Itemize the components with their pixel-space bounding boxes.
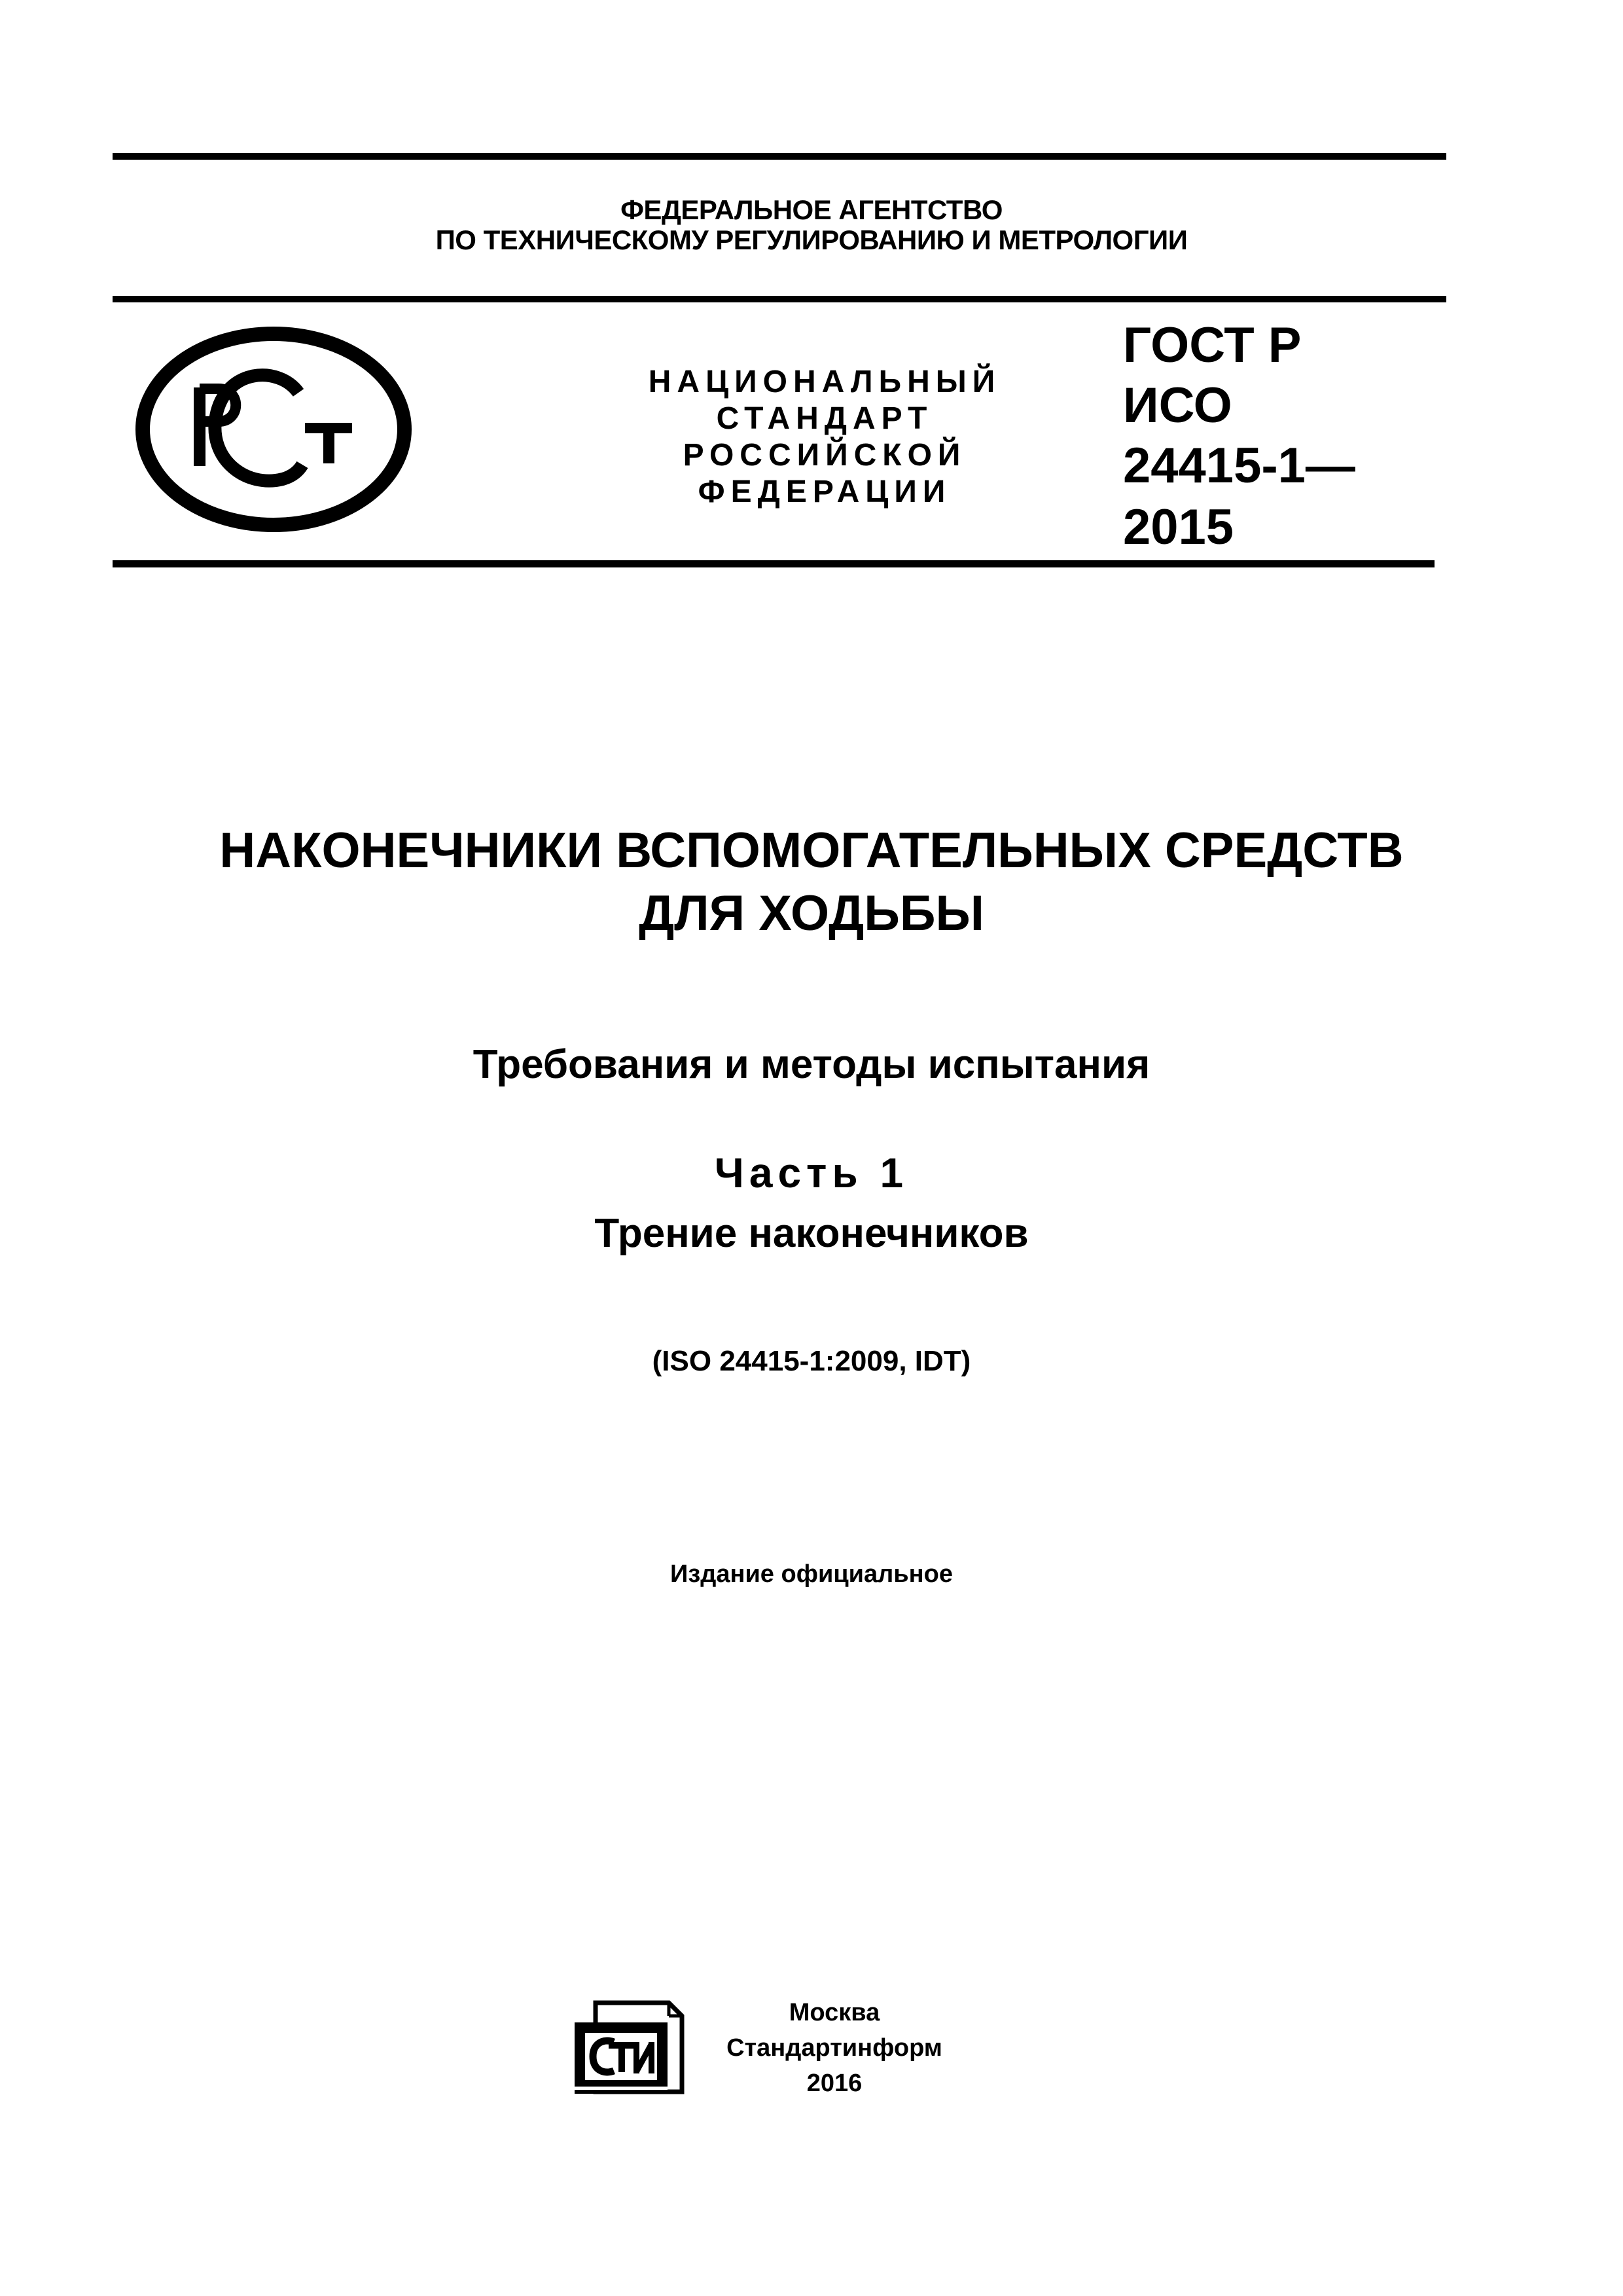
header-bottom-rule <box>113 560 1435 567</box>
iso-reference: (ISO 24415-1:2009, IDT) <box>652 1345 971 1377</box>
part-title: Трение наконечников <box>594 1211 1029 1256</box>
gost-mark-logo <box>134 325 414 534</box>
publisher-logo <box>571 1996 687 2098</box>
agency-name-line-2: ПО ТЕХНИЧЕСКОМУ РЕГУЛИРОВАНИЮ И МЕТРОЛОГИИ <box>435 224 1188 255</box>
edition-note: Издание официальное <box>670 1560 953 1588</box>
document-subtitle: Требования и методы испытания <box>473 1042 1150 1087</box>
agency-name-line-1: ФЕДЕРАЛЬНОЕ АГЕНТСТВО <box>620 194 1003 225</box>
designation-line-4: 2015 <box>1123 499 1234 555</box>
imprint-year: 2016 <box>806 2070 863 2097</box>
imprint-city: Москва <box>789 1999 880 2026</box>
designation-line-3: 24415-1— <box>1123 438 1355 493</box>
top-rule <box>113 153 1446 160</box>
standard-type-line-4: ФЕДЕРАЦИИ <box>698 475 952 509</box>
part-label: Часть 1 <box>714 1149 909 1196</box>
standard-type-line-2: СТАНДАРТ <box>716 401 933 436</box>
document-title-line-1: НАКОНЕЧНИКИ ВСПОМОГАТЕЛЬНЫХ СРЕДСТВ <box>219 823 1404 878</box>
standard-type-line-1: НАЦИОНАЛЬНЫЙ <box>648 365 1001 399</box>
header-rule <box>113 296 1446 302</box>
document-title-line-2: ДЛЯ ХОДЬБЫ <box>639 886 984 941</box>
standard-type-line-3: РОССИЙСКОЙ <box>683 438 967 473</box>
designation-line-1: ГОСТ Р <box>1123 317 1302 373</box>
imprint-publisher: Стандартинформ <box>726 2034 942 2062</box>
designation-line-2: ИСО <box>1123 378 1232 433</box>
